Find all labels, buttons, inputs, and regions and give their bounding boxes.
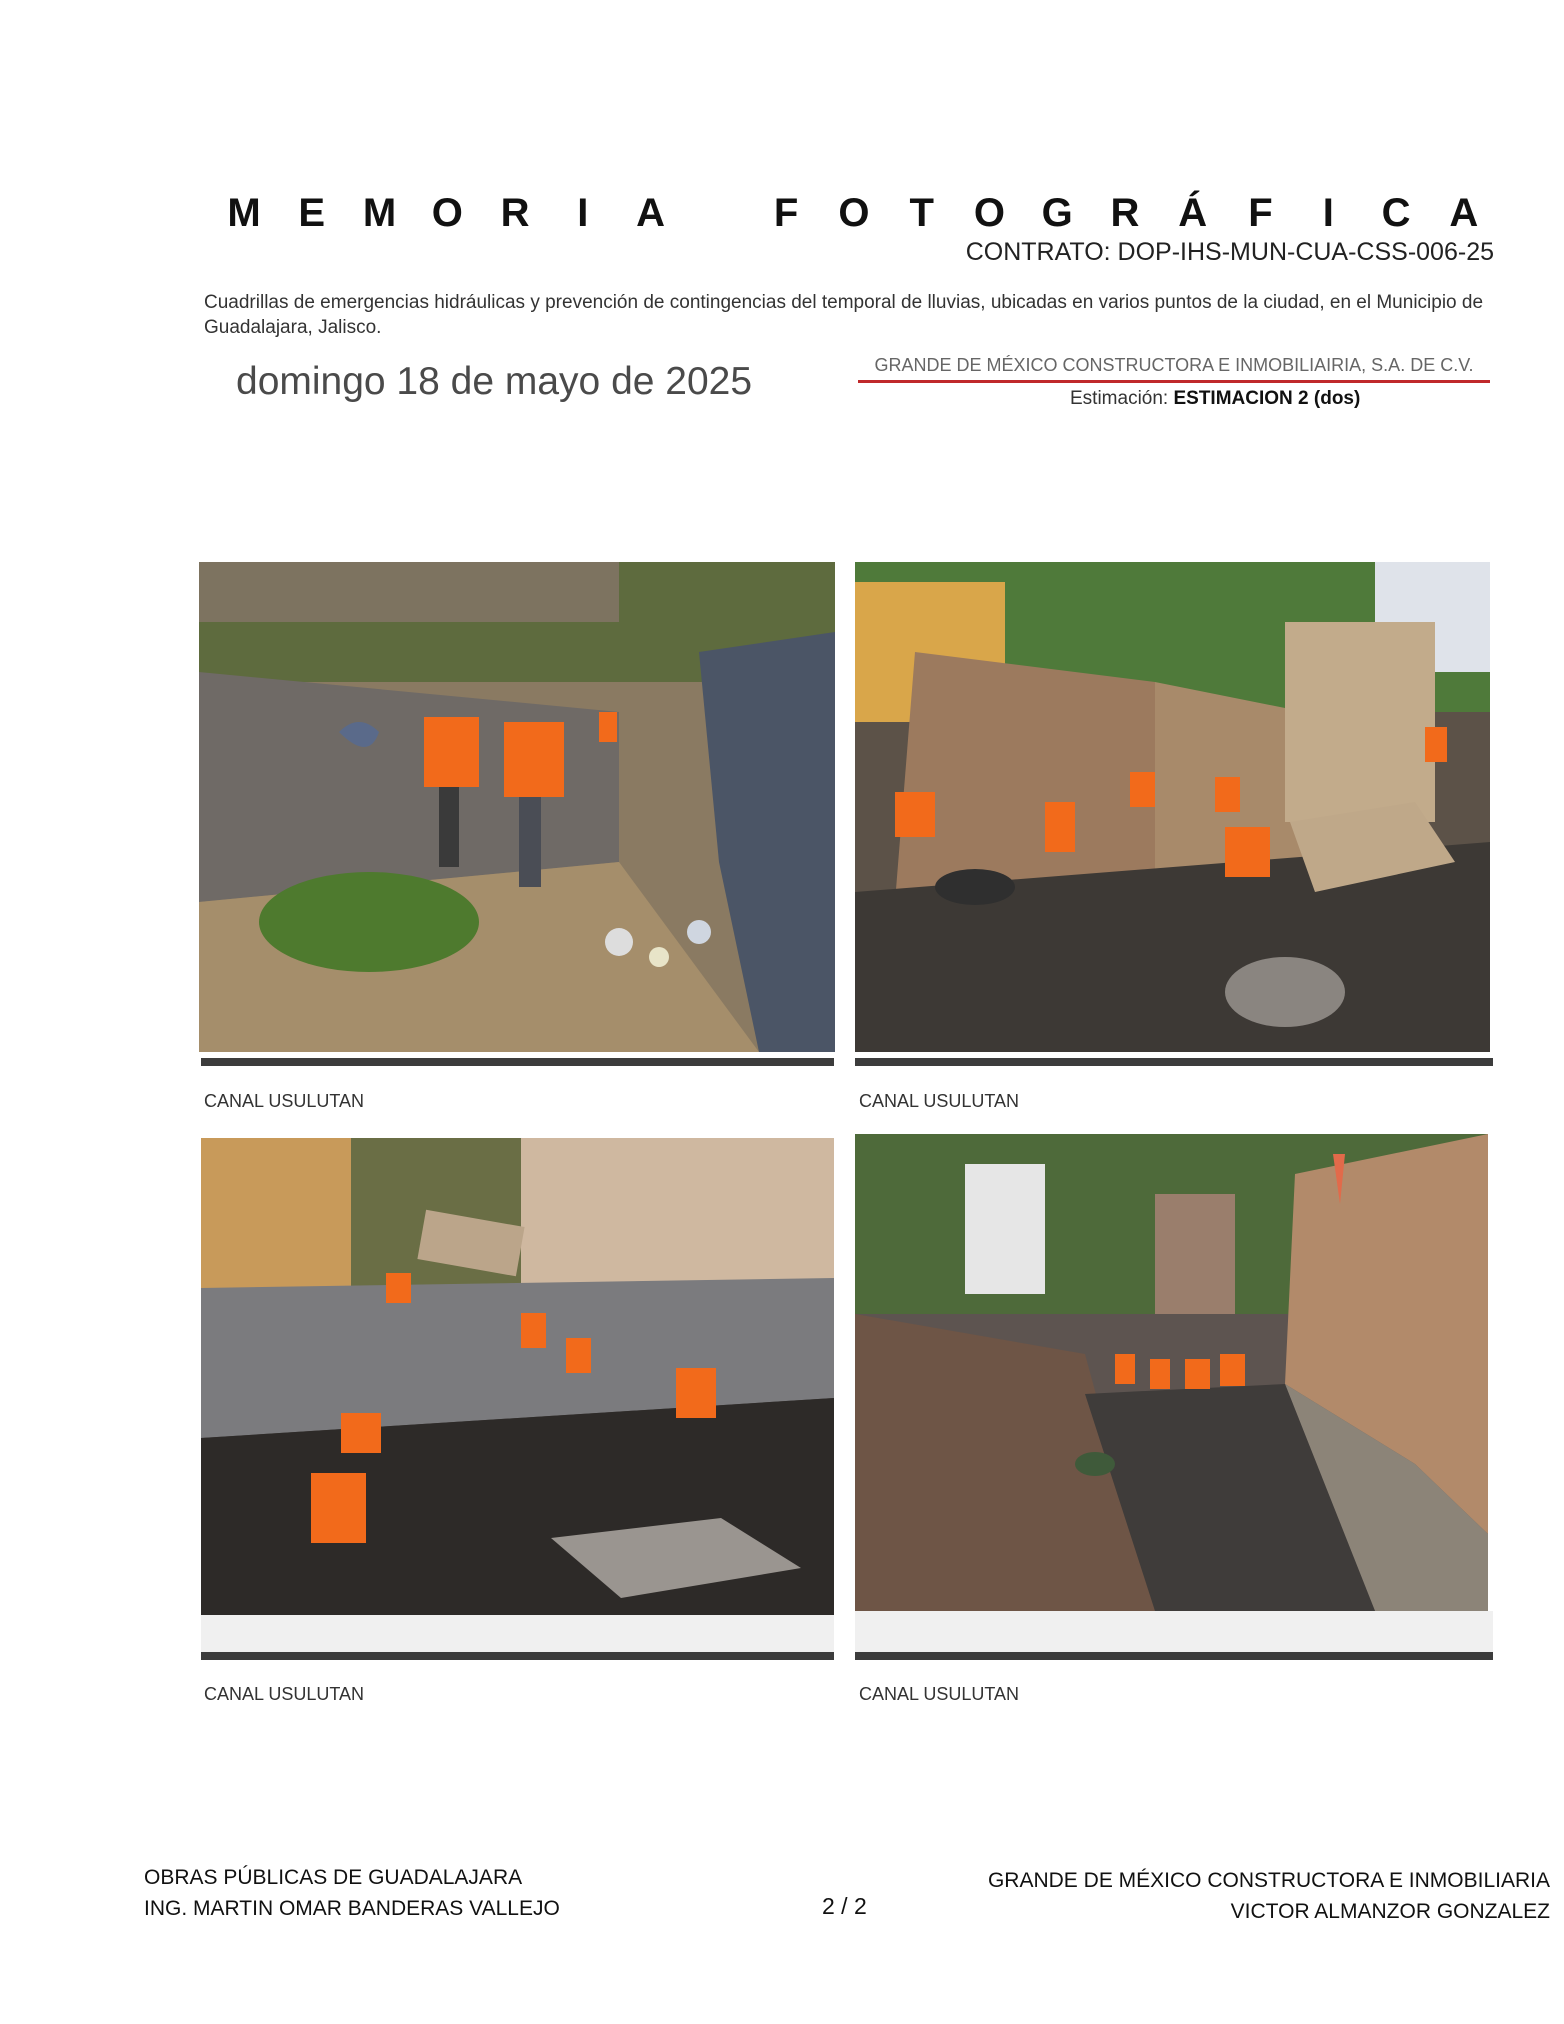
photo-band [201,1615,834,1652]
title-letter: Á [1178,190,1208,235]
photo-caption: CANAL USULUTAN [204,1684,365,1704]
title-letter: M [362,190,397,235]
contract-number: CONTRATO: DOP-IHS-MUN-CUA-CSS-006-25 [965,238,1494,266]
title-letter: O [973,190,1005,235]
title-letter: O [431,190,463,235]
photo-image [855,1134,1488,1611]
footer-left-line1: OBRAS PÚBLICAS DE GUADALAJARA [144,1866,523,1889]
photo-divider [855,1652,1493,1660]
photo-caption: CANAL USULUTAN [204,1091,365,1111]
footer-left-line2: ING. MARTIN OMAR BANDERAS VALLEJO [144,1897,560,1920]
photo-divider [201,1058,834,1066]
photo-caption: CANAL USULUTAN [859,1091,1020,1111]
photo-image [201,1138,834,1615]
title-letter: C [1381,190,1411,235]
title-letter: R [500,190,530,235]
estimation-value: ESTIMACION 2 (dos) [1173,388,1361,409]
title-letter: T [909,190,934,235]
company-name: GRANDE DE MÉXICO CONSTRUCTORA E INMOBILIAIRIA, S.A. DE C.V. [858,355,1490,383]
photo-canal-2 [855,562,1490,1052]
title-letter: M [227,190,261,235]
title-letter: A [1449,190,1479,235]
page-number: 2 / 2 [822,1893,867,1919]
title-letter: G [1041,190,1073,235]
footer-left [144,1862,560,1924]
project-description: Cuadrillas de emergencias hidráulicas y prevención de contingencias del temporal de lluvias, ubicadas en varios puntos de la ciudad, en el Municipio de Guadalajara, Jalisco. [204,292,1484,338]
photo-canal-4 [855,1134,1488,1611]
photo-band [855,1611,1493,1652]
photo-caption: CANAL USULUTAN [859,1684,1020,1704]
photo-divider [201,1652,834,1660]
photo-image [855,562,1490,1052]
report-date: domingo 18 de mayo de 2025 [236,360,753,403]
title-letter: E [298,190,326,235]
estimation [1070,388,1360,410]
title-letter: A [636,190,666,235]
photo-divider [855,1058,1493,1066]
footer-right-line1: GRANDE DE MÉXICO CONSTRUCTORA E INMOBILIARIA [987,1869,1550,1892]
estimation-label: Estimación: [1070,388,1169,409]
title-letter: I [1322,190,1334,235]
title-letter: I [577,190,589,235]
title-letter: F [773,190,799,235]
title-letter: F [1248,190,1273,235]
title-letter: O [838,190,870,235]
photo-image [199,562,835,1052]
photo-canal-1 [199,562,835,1052]
title-letter: R [1110,190,1140,235]
footer-right-line2: VICTOR ALMANZOR GONZALEZ [1230,1900,1550,1923]
footer-right [988,1865,1550,1927]
photo-canal-3 [201,1138,834,1615]
